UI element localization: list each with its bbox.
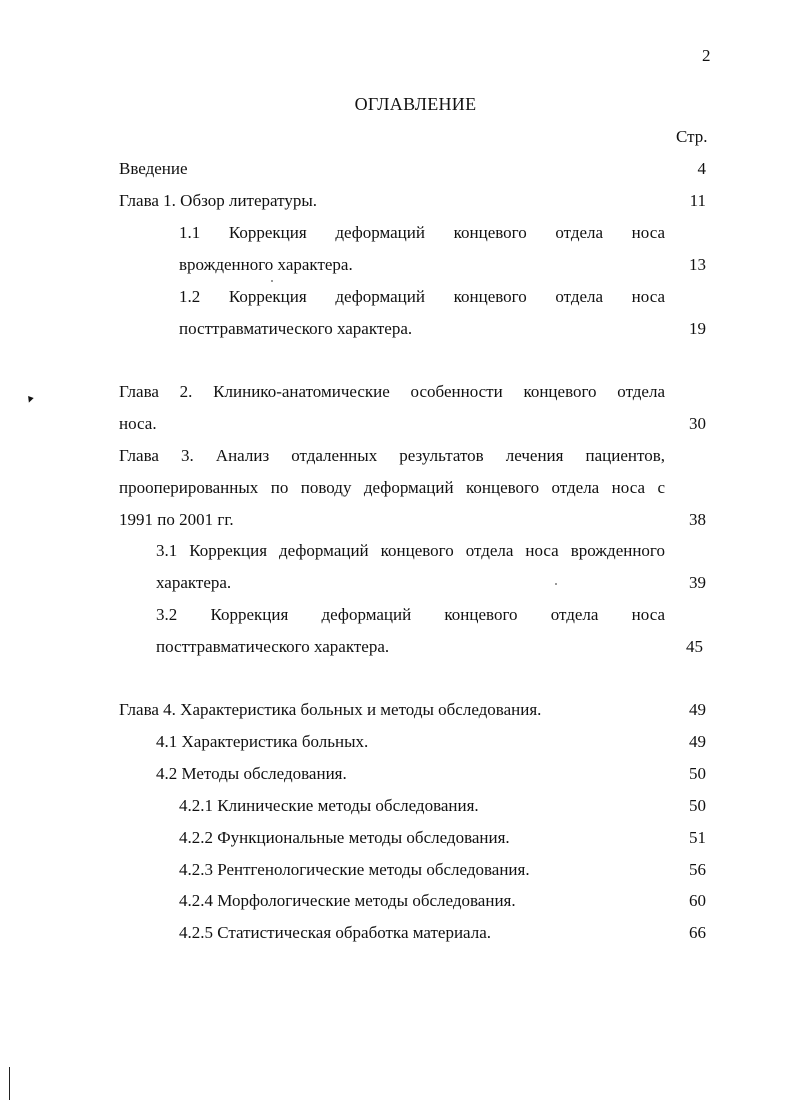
scan-mark: ▾ <box>24 391 36 407</box>
toc-entry-page: 51 <box>689 828 706 847</box>
toc-entry-text-line-2: носа. <box>119 414 157 433</box>
toc-entry-page: 11 <box>689 191 706 210</box>
scan-line <box>9 1067 10 1100</box>
scan-speck <box>555 583 557 585</box>
page-number: 2 <box>702 46 711 65</box>
toc-entry-text-line-2: посттравматического характера. <box>179 319 413 338</box>
toc-entry-text-line-1: 1.2 Коррекция деформаций концевого отдела носа <box>179 287 665 306</box>
toc-entry-text-line-2: характера. <box>156 573 232 592</box>
toc-entry-text: 4.2.2 Функциональные методы обследования. <box>179 828 510 847</box>
toc-entry-page: 39 <box>689 573 706 592</box>
scan-speck <box>271 280 273 282</box>
page-title: ОГЛАВЛЕНИЕ <box>354 94 477 114</box>
toc-entry-text: Глава 4. Характеристика больных и методы обследования. <box>119 700 542 719</box>
toc-entry-page: 45 <box>686 637 703 656</box>
toc-entry-page: 49 <box>689 732 706 751</box>
toc-entry-text-line-3: 1991 по 2001 гг. <box>119 510 234 529</box>
toc-entry-page: 66 <box>689 923 706 942</box>
toc-entry-text-line-1: Глава 2. Клинико-анатомические особенности концевого отдела <box>119 382 665 401</box>
toc-entry-page: 56 <box>689 860 706 879</box>
toc-entry-text: Введение <box>119 159 188 178</box>
toc-entry-text-line-1: 1.1 Коррекция деформаций концевого отдела носа <box>179 223 665 242</box>
page-column-header: Стр. <box>676 127 708 146</box>
toc-entry-text: 4.2.3 Рентгенологические методы обследования. <box>179 860 530 879</box>
toc-entry-page: 50 <box>689 764 706 783</box>
toc-entry-text-line-1: 3.1 Коррекция деформаций концевого отдела носа врожденного <box>156 541 665 560</box>
toc-entry-text: 4.2 Методы обследования. <box>156 764 347 783</box>
toc-entry-page: 50 <box>689 796 706 815</box>
toc-entry-text-line-1: Глава 3. Анализ отдаленных результатов лечения пациентов, <box>119 446 665 465</box>
toc-entry-page: 38 <box>689 510 706 529</box>
toc-entry-page: 60 <box>689 891 706 910</box>
toc-entry-page: 30 <box>689 414 706 433</box>
toc-entry-text-line-2: врожденного характера. <box>179 255 353 274</box>
toc-entry-page: 49 <box>689 700 706 719</box>
toc-entry-text-line-1: 3.2 Коррекция деформаций концевого отдела носа <box>156 605 665 624</box>
toc-entry-text-line-2: посттравматического характера. <box>156 637 390 656</box>
toc-entry-text: 4.2.5 Статистическая обработка материала. <box>179 923 492 942</box>
toc-entry-page: 13 <box>689 255 706 274</box>
toc-entry-text: 4.1 Характеристика больных. <box>156 732 369 751</box>
toc-entry-page: 19 <box>689 319 706 338</box>
toc-entry-page: 4 <box>697 159 706 178</box>
toc-entry-text: Глава 1. Обзор литературы. <box>119 191 318 210</box>
toc-entry-text: 4.2.1 Клинические методы обследования. <box>179 796 479 815</box>
toc-entry-text-line-2: прооперированных по поводу деформаций концевого отдела носа с <box>119 478 665 497</box>
toc-entry-text: 4.2.4 Морфологические методы обследования. <box>179 891 516 910</box>
